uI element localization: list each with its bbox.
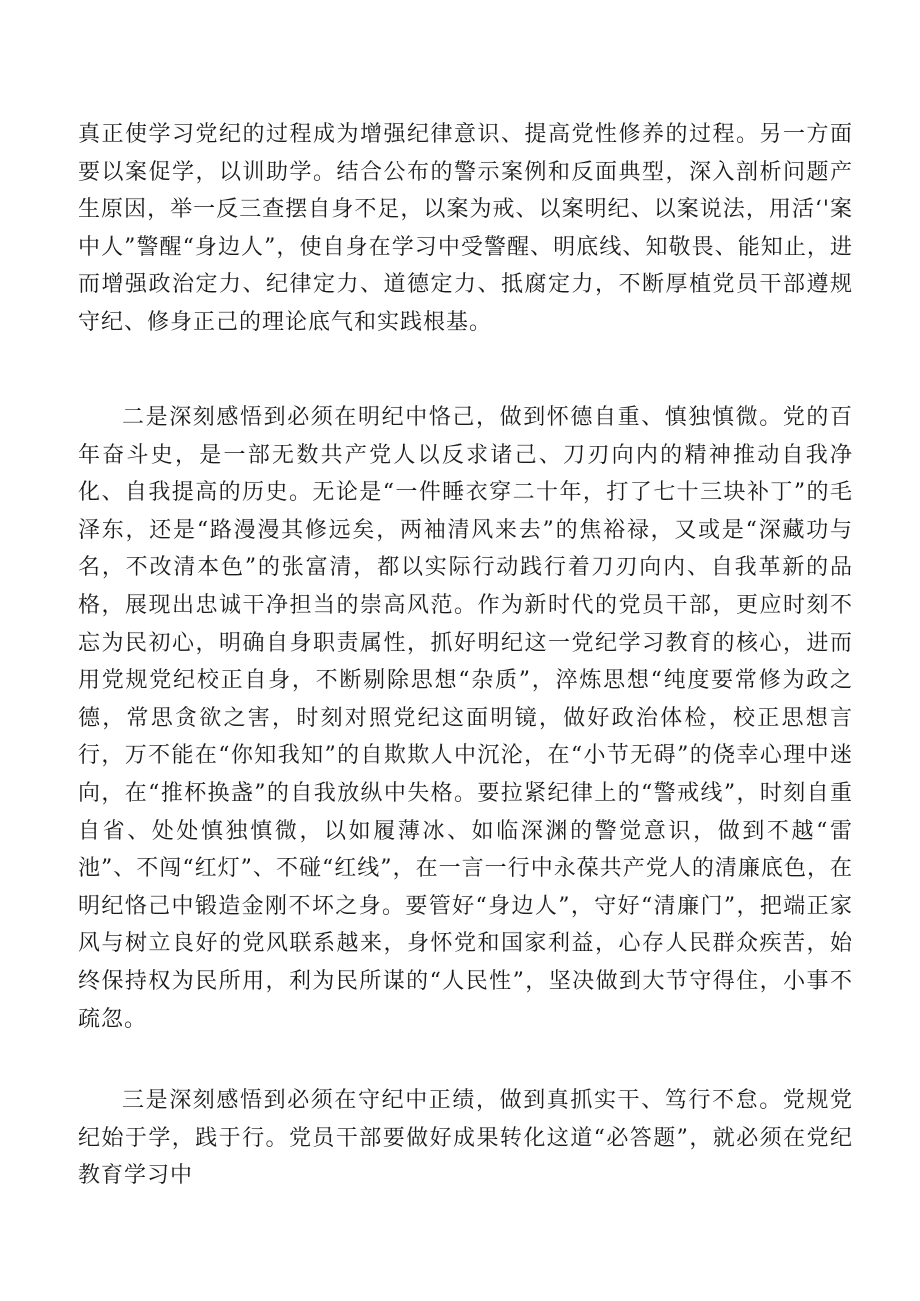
paragraph-continuation: 真正使学习党纪的过程成为增强纪律意识、提高党性修养的过程。另一方面要以案促学，以训助学。结合公布的警示案例和反面典型，深入剖析问题产生原因，举一反三查摆自身不足，以案为戒、以案明纪、以案说法，用活‘'案中人”警醒“身边人”，使自身在学习中受警醒、明底线、知敬畏、能知止，进而增强政治定力、纪律定力、道德定力、抵腐定力，不断厚植党员干部遵规守纪、修身正己的理论底气和实践根基。 [78,122,853,335]
paragraph-point-three: 三是深刻感悟到必须在守纪中正绩，做到真抓实干、笃行不怠。党规党纪始于学，践于行。党员干部要做好成果转化这道“必答题”，就必须在党纪教育学习中 [78,1088,853,1189]
paragraph-point-two: 二是深刻感悟到必须在明纪中恪己，做到怀德自重、慎独慎微。党的百年奋斗史，是一部无数共产党人以反求诸己、刀刃向内的精神推动自我净化、自我提高的历史。无论是“一件睡衣穿二十年，打了七十三块补丁”的毛泽东，还是“路漫漫其修远矣，两袖清风来去”的焦裕禄，又或是“深藏功与名，不改清本色”的张富清，都以实际行动践行着刀刃向内、自我革新的品格，展现出忠诚干净担当的崇高风范。作为新时代的党员干部，更应时刻不忘为民初心，明确自身职责属性，抓好明纪这一党纪学习教育的核心，进而用党规党纪校正自身，不断剔除思想“杂质”，淬炼思想“纯度要常修为政之德，常思贪欲之害，时刻对照党纪这面明镜，做好政治体检，校正思想言行，万不能在“你知我知”的自欺欺人中沉沦，在“小节无碍”的侥幸心理中迷向，在“推杯换盏”的自我放纵中失格。要拉紧纪律上的“警戒线”，时刻自重自省、处处慎独慎微，以如履薄冰、如临深渊的警觉意识，做到不越“雷池”、不闯“红灯”、不碰“红线”，在一言一行中永葆共产党人的清廉底色，在明纪恪己中锻造金刚不坏之身。要管好“身边人”，守好“清廉门”，把端正家风与树立良好的党风联系越来，身怀党和国家利益，心存人民群众疾苦，始终保持权为民所用，利为民所谋的“人民性”，坚决做到大节守得住，小事不疏忽。 [78,405,853,1032]
